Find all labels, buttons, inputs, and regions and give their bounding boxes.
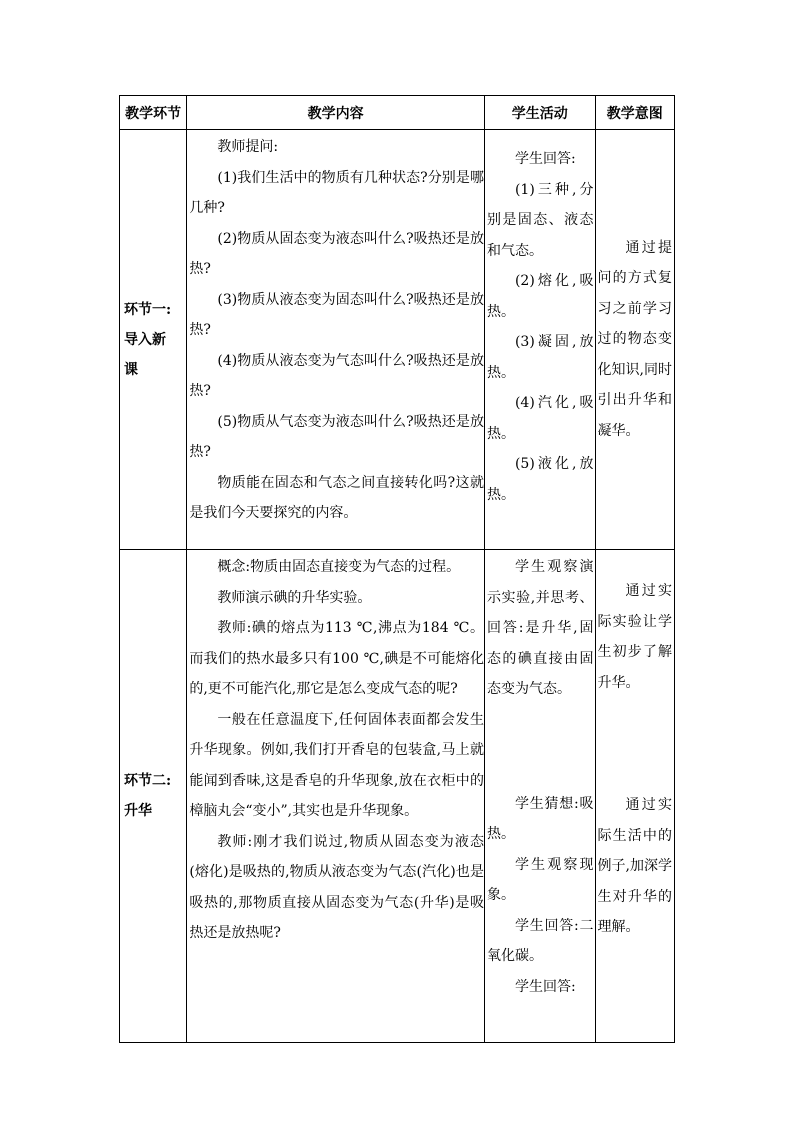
content-cell — [187, 550, 485, 1043]
table-row — [120, 550, 675, 1043]
content-paragraph: 物质能在固态和气态之间直接转化吗?这就是我们今天要探究的内容。 — [189, 474, 484, 521]
content-paragraph: 教师:刚才我们说过,物质从固态变为液态(熔化)是吸热的,物质从液态变为气态(汽化)也是吸热的,那物质直接从固态变为气态(升华)是吸热还是放热呢? — [189, 833, 484, 941]
table-row — [120, 130, 675, 550]
header-content: 教学内容 — [187, 96, 485, 130]
spacer — [487, 705, 594, 789]
header-activity: 学生活动 — [484, 96, 595, 130]
lesson-plan-table — [119, 95, 675, 1043]
activity-cell — [484, 550, 595, 1043]
activity-cell — [484, 130, 595, 550]
intent-paragraph: 通过实际实验让学生初步了解升华。 — [597, 583, 672, 691]
intent-cell — [595, 550, 674, 1043]
content-paragraph: (5)物质从气态变为液态叫什么?吸热还是放热? — [189, 413, 484, 460]
header-intent: 教学意图 — [595, 96, 674, 130]
activity-paragraph: 学生回答:二氧化碳。 — [486, 917, 594, 964]
stage-cell — [120, 550, 187, 1043]
activity-paragraph: 学生观察现象。 — [486, 856, 594, 903]
stage-text: 环节二: — [124, 773, 172, 789]
stage-text: 导入新 — [124, 331, 166, 348]
content-paragraph: 教师:碘的熔点为113 ℃,沸点为184 ℃。而我们的热水最多只有100 ℃,碘是不可能熔化的,更不可能汽化,那它是怎么变成气态的呢? — [189, 620, 484, 697]
content-paragraph: (3)物质从液态变为固态叫什么?吸热还是放热? — [189, 291, 484, 338]
stage-text: 环节一: — [124, 301, 172, 318]
intent-paragraph: 通过提问的方式复习之前学习过的物态变化知识,同时引出升华和凝华。 — [597, 239, 672, 439]
activity-paragraph: 学生观察演示实验,并思考、回答:是升华,固态的碘直接由固态变为气态。 — [486, 559, 594, 697]
header-row — [120, 96, 675, 130]
content-paragraph: 概念:物质由固态直接变为气态的过程。 — [217, 559, 461, 575]
activity-paragraph: 学生回答: — [514, 978, 576, 995]
activity-paragraph: (4)汽化,吸热。 — [486, 395, 594, 442]
content-paragraph: 教师提问: — [217, 139, 279, 155]
intent-cell — [595, 130, 674, 550]
activity-paragraph: (3)凝固,放热。 — [486, 334, 594, 381]
activity-paragraph: (1)三种,分别是固态、液态和气态。 — [486, 181, 594, 259]
stage-cell — [120, 130, 187, 550]
content-paragraph: (4)物质从液态变为气态叫什么?吸热还是放热? — [189, 352, 484, 399]
stage-text: 升华 — [124, 803, 152, 819]
spacer — [598, 698, 672, 790]
content-paragraph: 教师演示碘的升华实验。 — [217, 589, 372, 606]
activity-paragraph: (2)熔化,吸热。 — [486, 273, 594, 320]
stage-text: 课 — [124, 361, 138, 378]
activity-paragraph: 学生猜想:吸热。 — [486, 795, 594, 842]
header-stage: 教学环节 — [120, 96, 187, 130]
content-paragraph: (1)我们生活中的物质有几种状态?分别是哪几种? — [189, 169, 484, 216]
intent-paragraph: 通过实际生活中的例子,加深学生对升华的理解。 — [597, 797, 672, 935]
content-paragraph: 一般在任意温度下,任何固体表面都会发生升华现象。例如,我们打开香皂的包装盒,马上就能闻到香味,这是香皂的升华现象,放在衣柜中的樟脑丸会“变小”,其实也是升华现象。 — [189, 711, 484, 819]
content-paragraph: (2)物质从固态变为液态叫什么?吸热还是放热? — [189, 230, 484, 277]
activity-paragraph: (5)液化,放热。 — [486, 456, 594, 503]
content-cell — [187, 130, 485, 550]
activity-paragraph: 学生回答: — [514, 151, 576, 167]
